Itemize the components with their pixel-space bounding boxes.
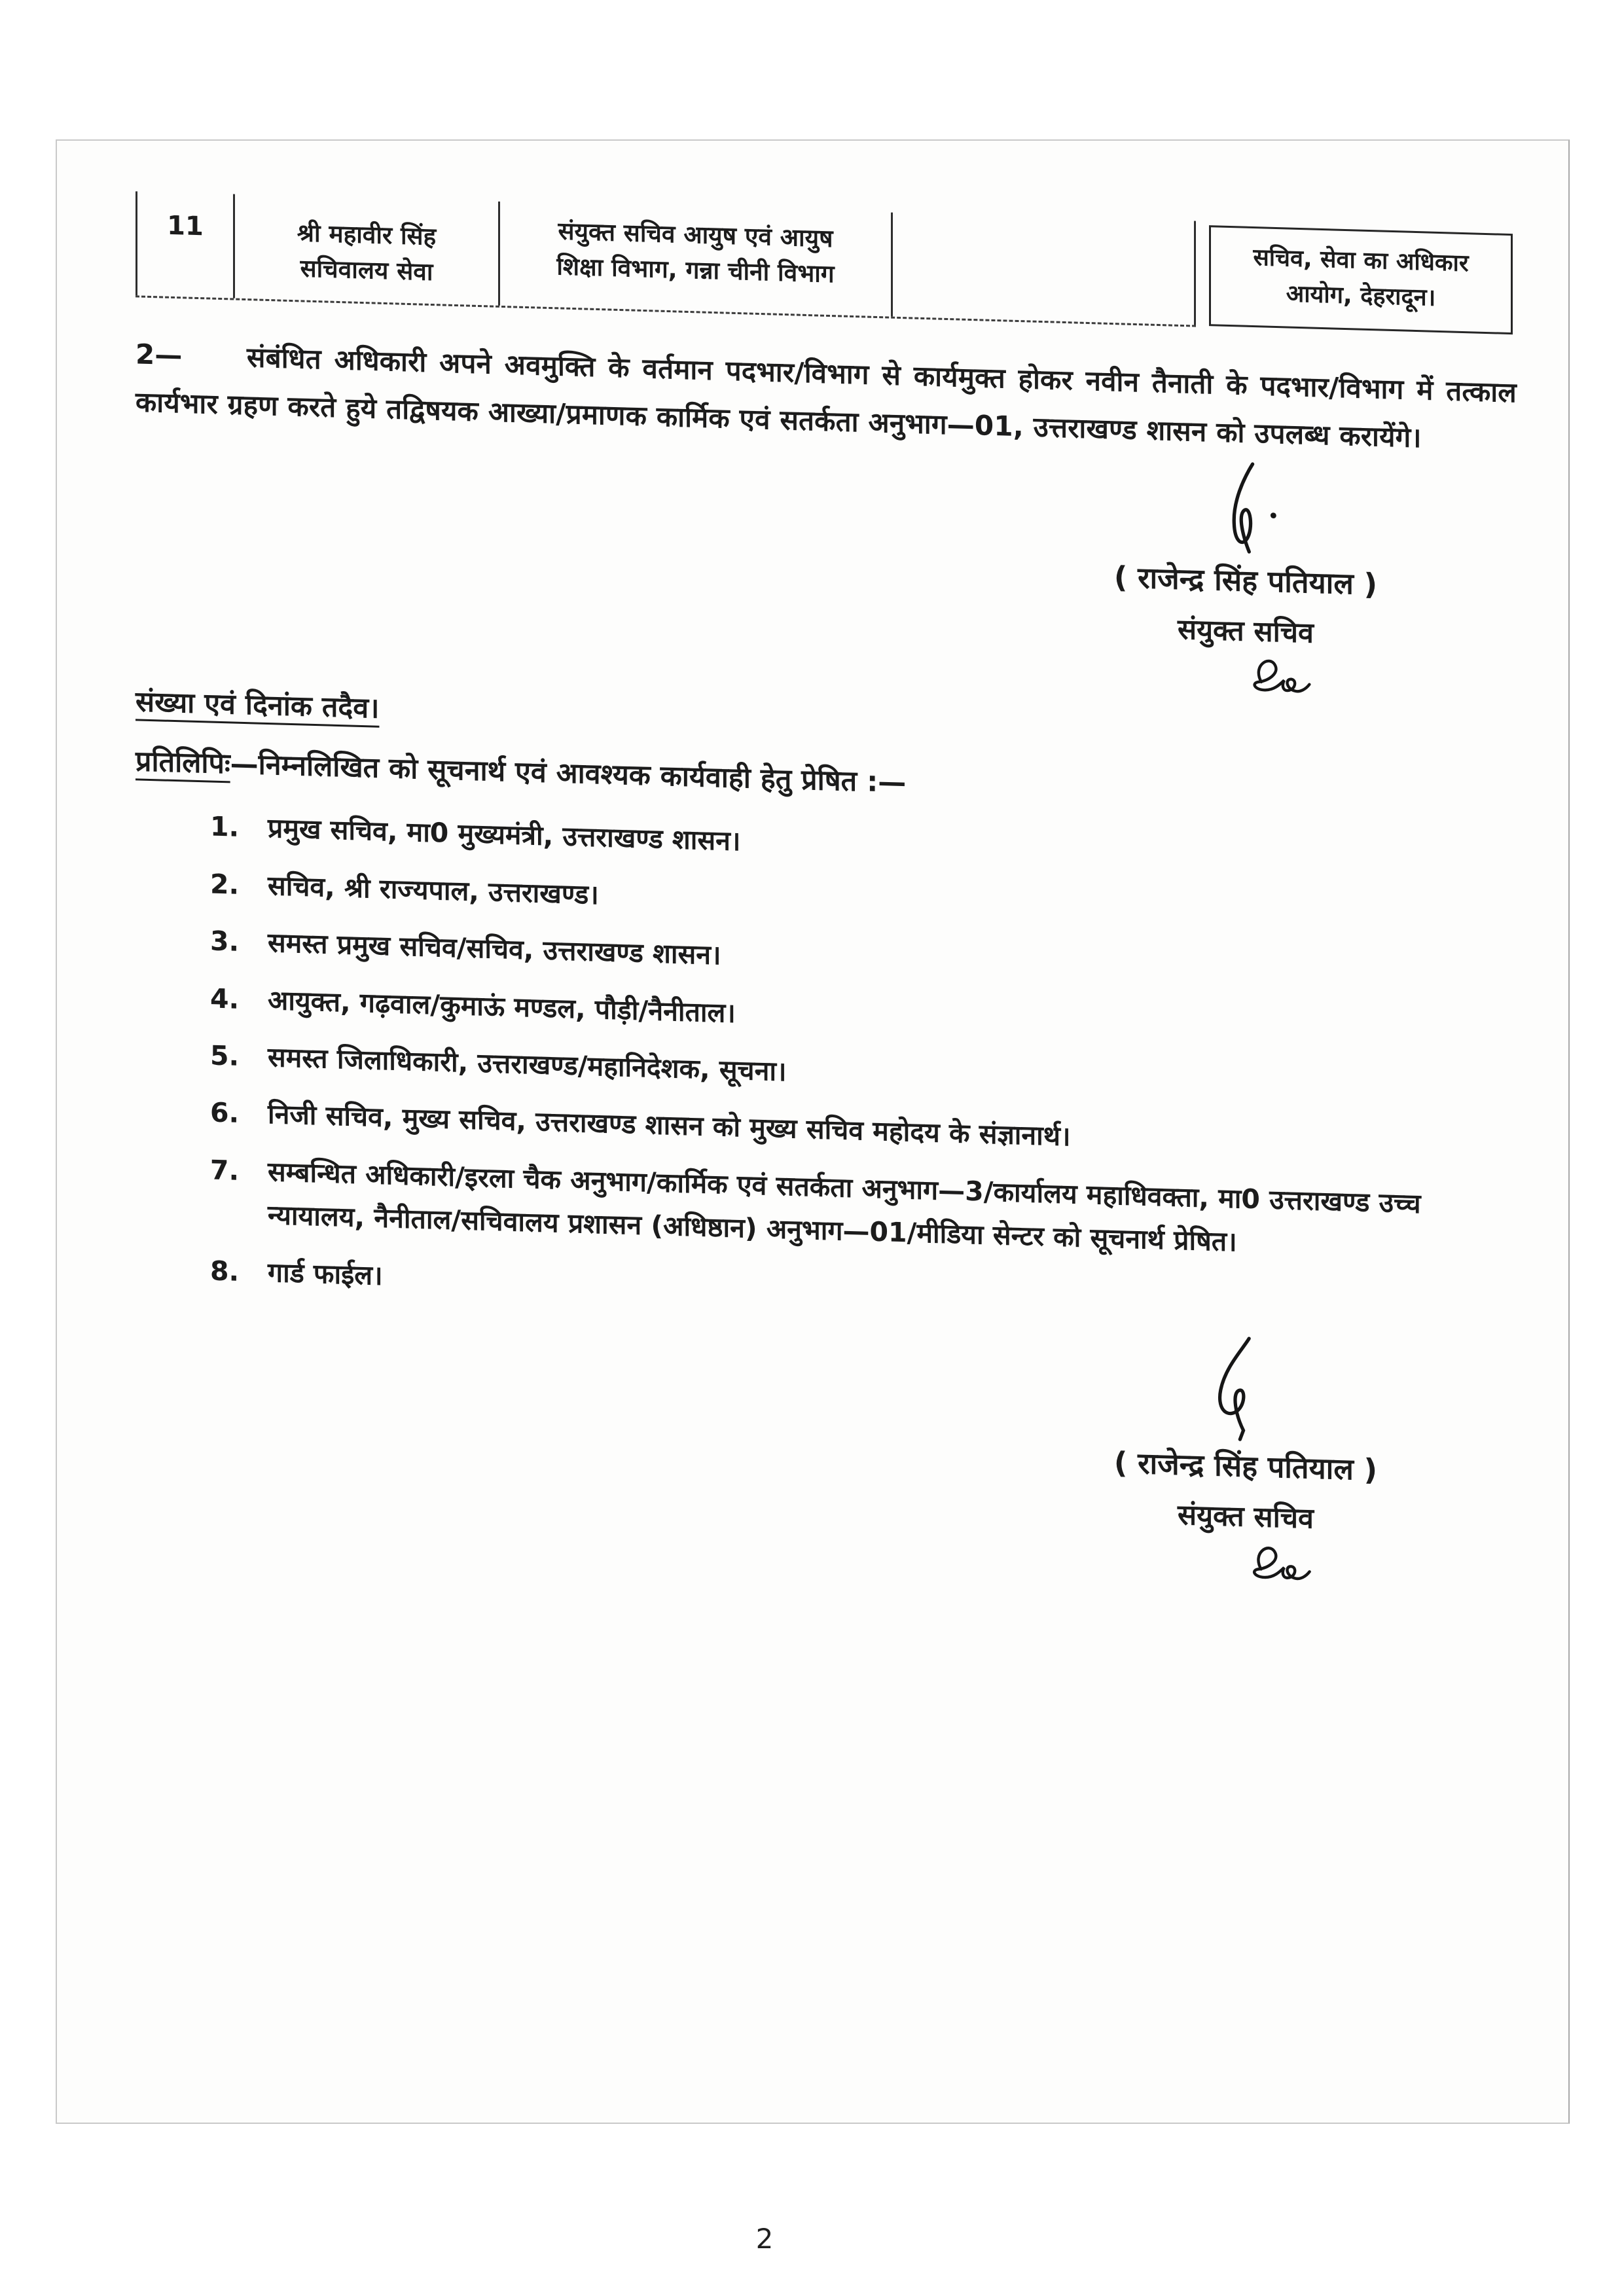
remark-box-cell [1209, 225, 1513, 334]
serial-number: 11 [167, 210, 204, 242]
scan-area [56, 139, 1570, 2124]
document-content [57, 141, 1568, 1596]
copy-heading-text: —निम्नलिखित को सूचनार्थ एवं आवश्यक कार्यवाही हेतु प्रेषित :— [230, 747, 907, 800]
officer-table-row [135, 191, 1513, 336]
list-item-text: समस्त जिलाधिकारी, उत्तराखण्ड/महानिदेशक, सूचना। [268, 1041, 787, 1088]
remark-line: आयोग, देहरादून। [1286, 280, 1436, 312]
list-item-text: प्रमुख सचिव, मा0 मुख्यमंत्री, उत्तराखण्ड शासन। [268, 812, 741, 857]
list-item-number: 2. [210, 868, 240, 901]
initials-icon [1239, 1537, 1337, 1589]
list-item-text: सचिव, श्री राज्यपाल, उत्तराखण्ड। [268, 869, 599, 910]
list-item-text: सम्बन्धित अधिकारी/इरला चैक अनुभाग/कार्मिक एवं सतर्कता अनुभाग—3/कार्यालय महाधिवक्ता, मा0 उत्तराखण्ड उच्च न्यायालय, नैनीताल/सचिवालय प्रशासन (अधिष्ठान) अनुभाग—01/मीडिया सेन्टर को सूचनार्थ प्रेषित। [268, 1155, 1421, 1258]
signatory-name: ( राजेन्द्र सिंह पतियाल ) [1113, 1445, 1378, 1488]
copy-label: प्रतिलिपिः [135, 745, 230, 781]
list-item-number: 1. [210, 810, 240, 844]
signature-block-top [1017, 453, 1475, 704]
copy-list [210, 805, 1516, 1329]
list-item-number: 8. [210, 1255, 240, 1287]
list-item-number: 4. [210, 982, 240, 1015]
paragraph-2 [135, 331, 1517, 465]
serial-number-cell [135, 191, 235, 298]
officer-name-cell [235, 194, 500, 306]
list-item-number: 3. [210, 925, 240, 958]
paragraph-text: संबंधित अधिकारी अपने अवमुक्ति के वर्तमान पदभार/विभाग से कार्यमुक्त होकर नवीन तैनाती के पदभार/विभाग में तत्काल कार्यभार ग्रहण करते हुये तद्विषयक आख्या/प्रमाणक कार्मिक एवं सतर्कता अनुभाग—01, उत्तराखण्ड शासन को उपलब्ध करायेंगे। [135, 341, 1517, 454]
signature-icon [1193, 458, 1298, 559]
list-item-text: निजी सचिव, मुख्य सचिव, उत्तराखण्ड शासन को मुख्य सचिव महोदय के संज्ञानार्थ। [268, 1098, 1071, 1153]
list-item-number: 6. [210, 1097, 240, 1130]
table-cells [135, 191, 1196, 327]
designation-line: संयुक्त सचिव आयुष एवं आयुष [558, 217, 833, 253]
list-item [210, 1148, 1516, 1272]
designation-cell [500, 202, 893, 317]
table-empty-cell [893, 213, 1196, 325]
list-item-text: गार्ड फाईल। [268, 1256, 383, 1291]
signatory-designation: संयुक्त सचिव [1178, 613, 1314, 651]
remark-line: सचिव, सेवा का अधिकार [1253, 244, 1469, 278]
list-item-number: 5. [210, 1039, 240, 1072]
designation-line: शिक्षा विभाग, गन्ना चीनी विभाग [556, 251, 835, 288]
officer-service-line: सचिवालय सेवा [300, 254, 433, 286]
signature-block-bottom [1017, 1329, 1475, 1593]
paragraph-number: 2— [135, 338, 183, 372]
officer-name-line: श्री महावीर सिंह [297, 219, 437, 251]
initials-icon [1239, 652, 1337, 700]
signatory-name: ( राजेन्द्र सिंह पतियाल ) [1113, 560, 1378, 602]
signatory-designation: संयुक्त सचिव [1178, 1498, 1314, 1535]
signature-icon [1193, 1334, 1298, 1444]
page-number: 2 [755, 2223, 774, 2255]
ref-number-date-text: संख्या एवं दिनांक तदैव। [135, 685, 380, 726]
list-item-text: समस्त प्रमुख सचिव/सचिव, उत्तराखण्ड शासन। [268, 927, 721, 971]
list-item-number: 7. [210, 1154, 240, 1187]
list-item-text: आयुक्त, गढ़वाल/कुमाऊं मण्डल, पौड़ी/नैनीताल। [268, 984, 736, 1029]
